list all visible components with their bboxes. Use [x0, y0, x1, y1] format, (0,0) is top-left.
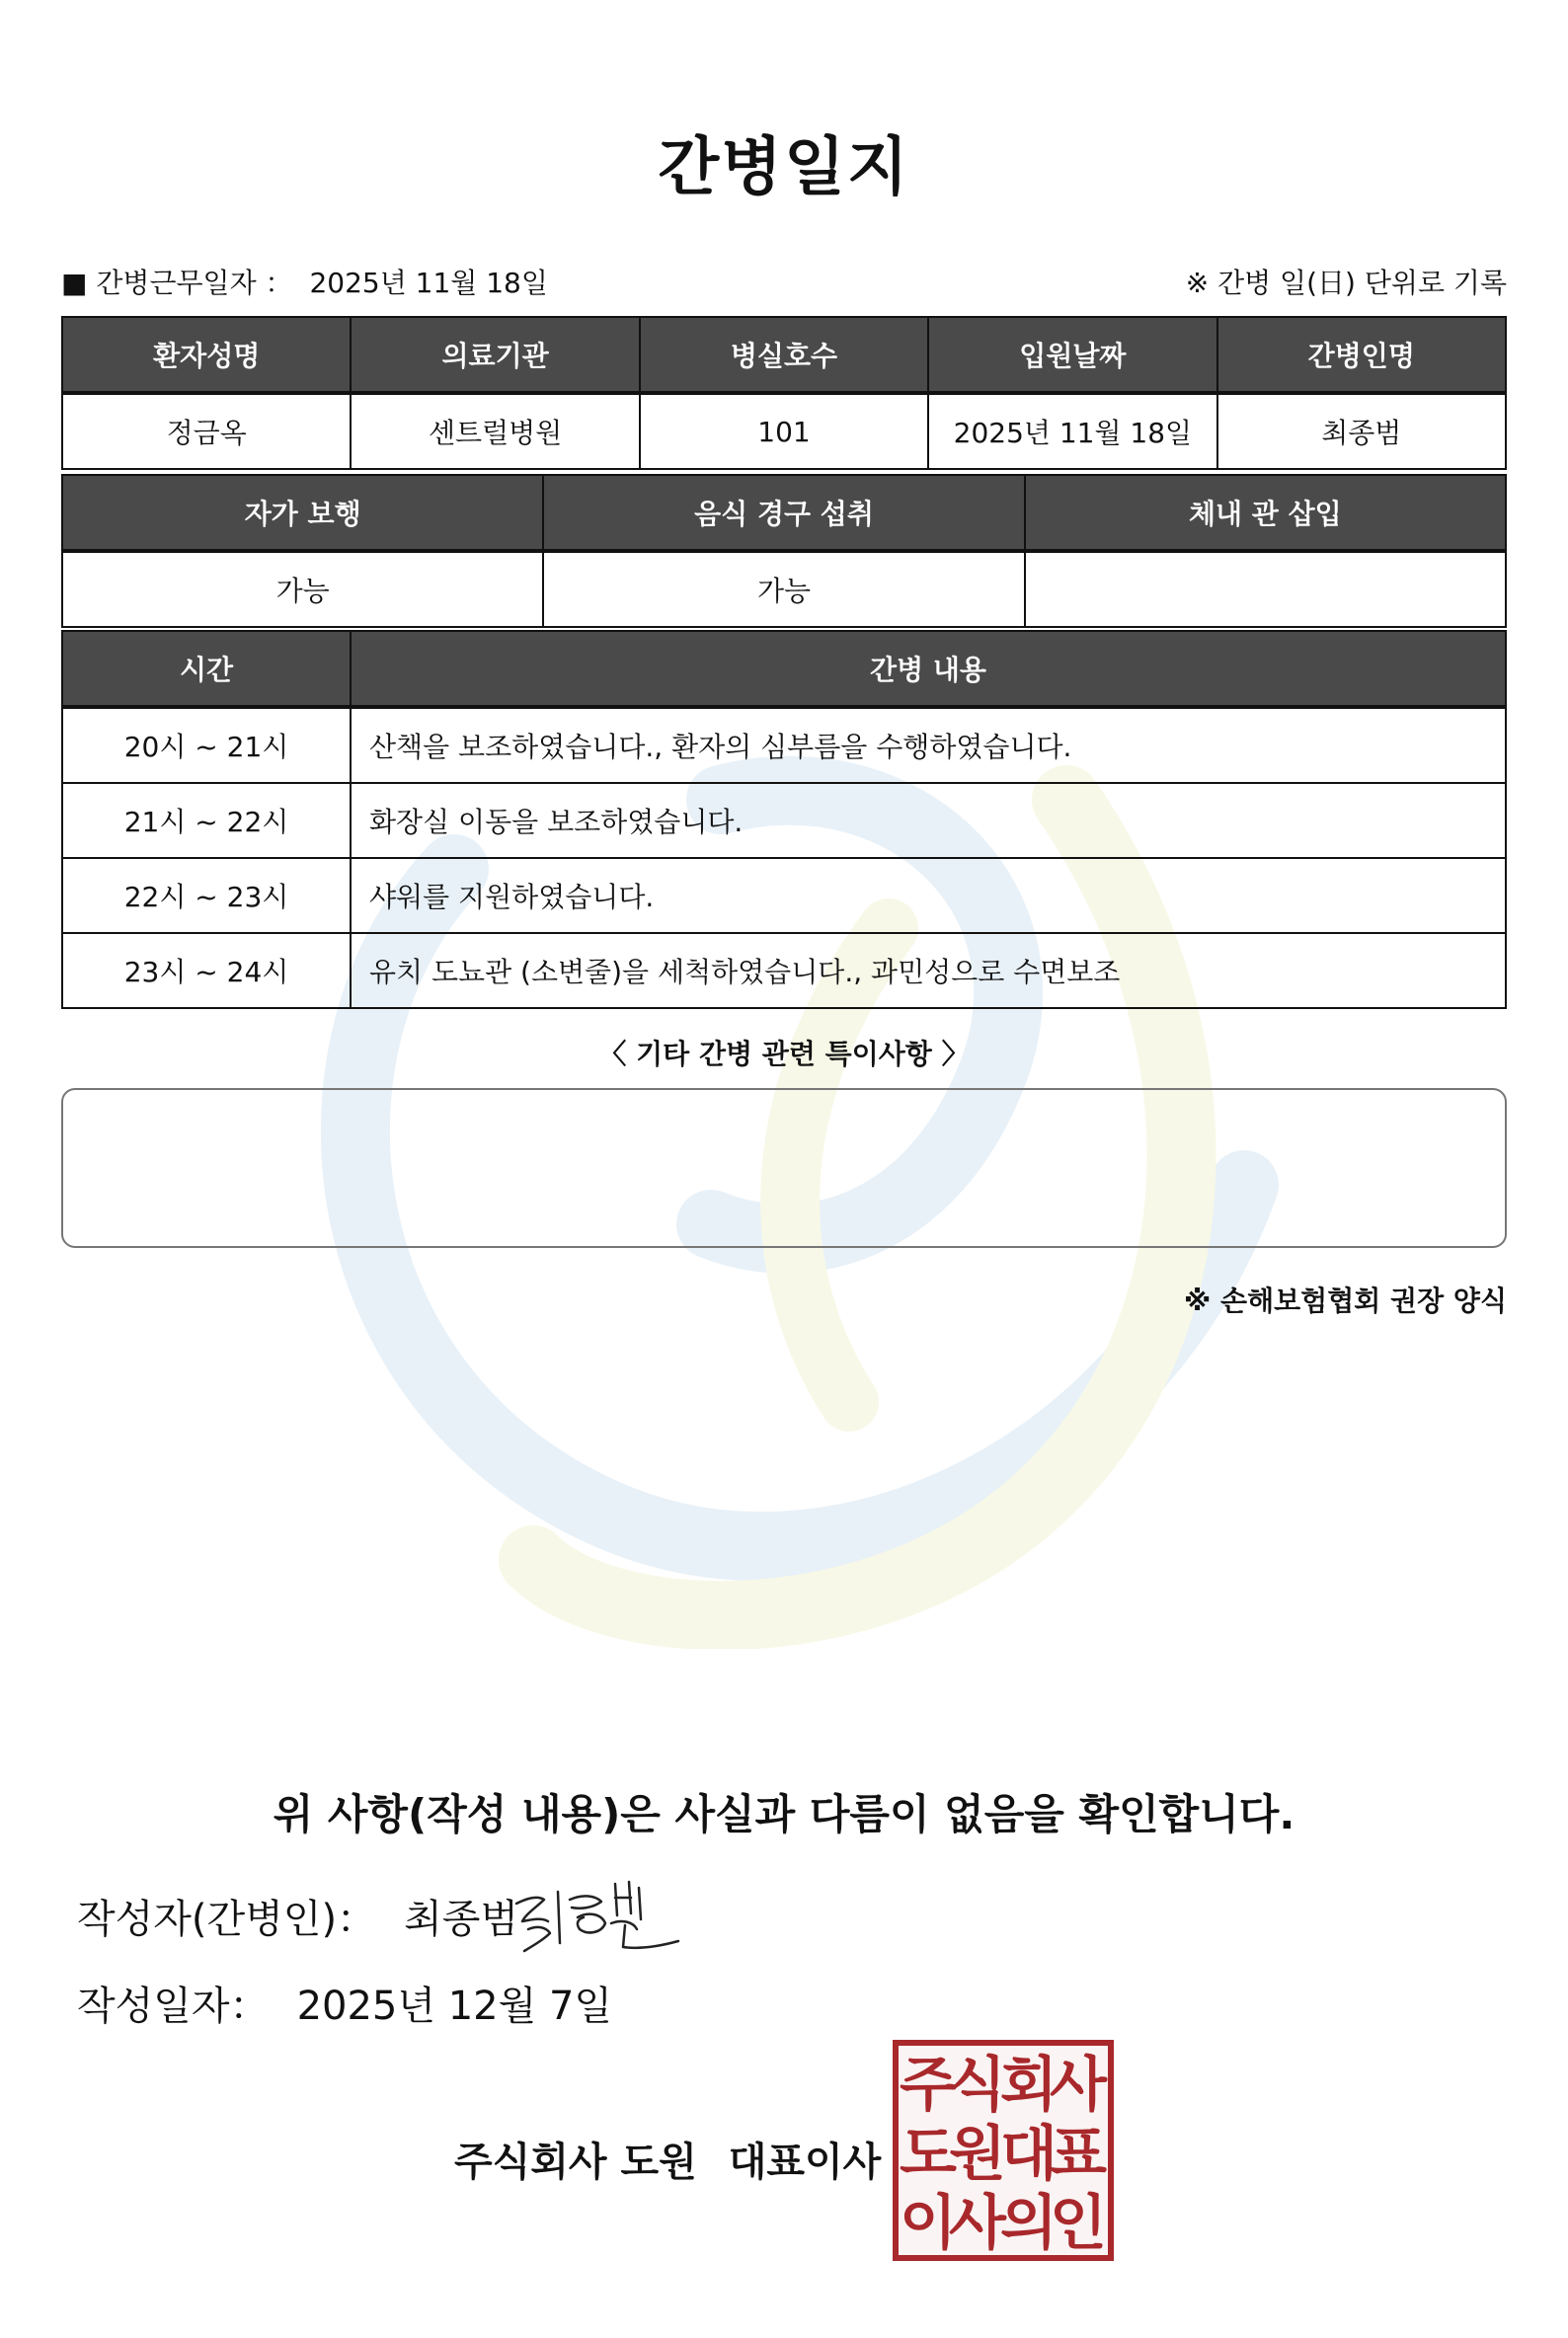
svg-text:식: 식: [949, 2051, 1006, 2120]
svg-text:인: 인: [1050, 2189, 1107, 2258]
header-room: 병실호수: [640, 317, 928, 393]
svg-text:사: 사: [949, 2189, 1006, 2258]
svg-text:이: 이: [900, 2189, 957, 2258]
caregiver-name: 최종범: [1217, 393, 1506, 469]
log-time: 21시 ~ 22시: [62, 783, 351, 858]
work-date-value: 2025년 11월 18일: [309, 267, 548, 299]
work-date-line: [61, 262, 548, 301]
svg-text:원: 원: [949, 2120, 1006, 2189]
header-caregiver: 간병인명: [1217, 317, 1506, 393]
header-patient-name: 환자성명: [62, 317, 351, 393]
care-log-table: [61, 630, 1507, 1009]
written-date-line: [77, 1975, 612, 2031]
header-oral-intake: 음식 경구 섭취: [543, 475, 1024, 551]
header-admission-date: 입원날짜: [928, 317, 1216, 393]
handwritten-signature: [509, 1874, 686, 1963]
svg-text:주: 주: [900, 2051, 957, 2120]
header-tube-insertion: 체내 관 삽입: [1025, 475, 1506, 551]
log-time: 20시 ~ 21시: [62, 707, 351, 783]
log-time: 22시 ~ 23시: [62, 858, 351, 933]
special-notes-title: 〈 기타 간병 관련 특이사항 〉: [598, 1038, 970, 1070]
svg-text:회: 회: [1000, 2051, 1058, 2120]
status-header-row: [62, 475, 1506, 551]
header-time: 시간: [62, 631, 351, 707]
patient-value-row: [62, 393, 1506, 469]
svg-text:의: 의: [1000, 2189, 1058, 2258]
header-care-content: 간병 내용: [351, 631, 1506, 707]
company-seal-stamp: [893, 2040, 1114, 2261]
page-title: 간병일지: [658, 131, 910, 204]
log-content: 유치 도뇨관 (소변줄)을 세척하였습니다., 과민성으로 수면보조: [351, 933, 1506, 1008]
special-notes-box: [61, 1088, 1507, 1248]
work-date-label: ■ 간병근무일자 ：: [61, 267, 293, 299]
admission-date: 2025년 11월 18일: [928, 393, 1216, 469]
svg-text:표: 표: [1050, 2120, 1107, 2189]
table-row: [62, 858, 1506, 933]
form-source-note: ※ 손해보험협회 권장 양식: [1184, 1285, 1507, 1317]
log-content: 샤워를 지원하였습니다.: [351, 858, 1506, 933]
table-row: [62, 707, 1506, 783]
writer-name: 최종범: [404, 1897, 518, 1942]
header-self-walking: 자가 보행: [62, 475, 543, 551]
log-header-row: [62, 631, 1506, 707]
company-role: 대표이사: [728, 2140, 882, 2185]
status-value-row: [62, 551, 1506, 627]
written-date-value: 2025년 12월 7일: [296, 1984, 613, 2029]
table-row: [62, 783, 1506, 858]
room-number: 101: [640, 393, 928, 469]
header-hospital: 의료기관: [351, 317, 639, 393]
company-signoff: [454, 2131, 881, 2187]
confirmation-statement: 위 사항(작성 내용)은 사실과 다름이 없음을 확인합니다.: [273, 1790, 1295, 1838]
log-time: 23시 ~ 24시: [62, 933, 351, 1008]
log-content: 화장실 이동을 보조하였습니다.: [351, 783, 1506, 858]
hospital-name: 센트럴병원: [351, 393, 639, 469]
patient-header-row: [62, 317, 1506, 393]
oral-intake-value: 가능: [543, 551, 1024, 627]
tube-insertion-value: [1025, 551, 1506, 627]
company-name: 주식회사 도원: [454, 2140, 697, 2185]
self-walking-value: 가능: [62, 551, 543, 627]
patient-status-table: [61, 474, 1507, 628]
svg-text:대: 대: [1000, 2120, 1058, 2189]
log-content: 산책을 보조하였습니다., 환자의 심부름을 수행하였습니다.: [351, 707, 1506, 783]
writer-line: [77, 1888, 518, 1944]
table-row: [62, 933, 1506, 1008]
written-date-label: 작성일자：: [77, 1984, 270, 2029]
patient-name: 정금옥: [62, 393, 351, 469]
record-unit-note: ※ 간병 일(日) 단위로 기록: [1185, 267, 1507, 299]
svg-text:도: 도: [900, 2120, 957, 2189]
patient-info-table: [61, 316, 1507, 470]
writer-label: 작성자(간병인)：: [77, 1897, 377, 1942]
svg-text:사: 사: [1050, 2051, 1107, 2120]
